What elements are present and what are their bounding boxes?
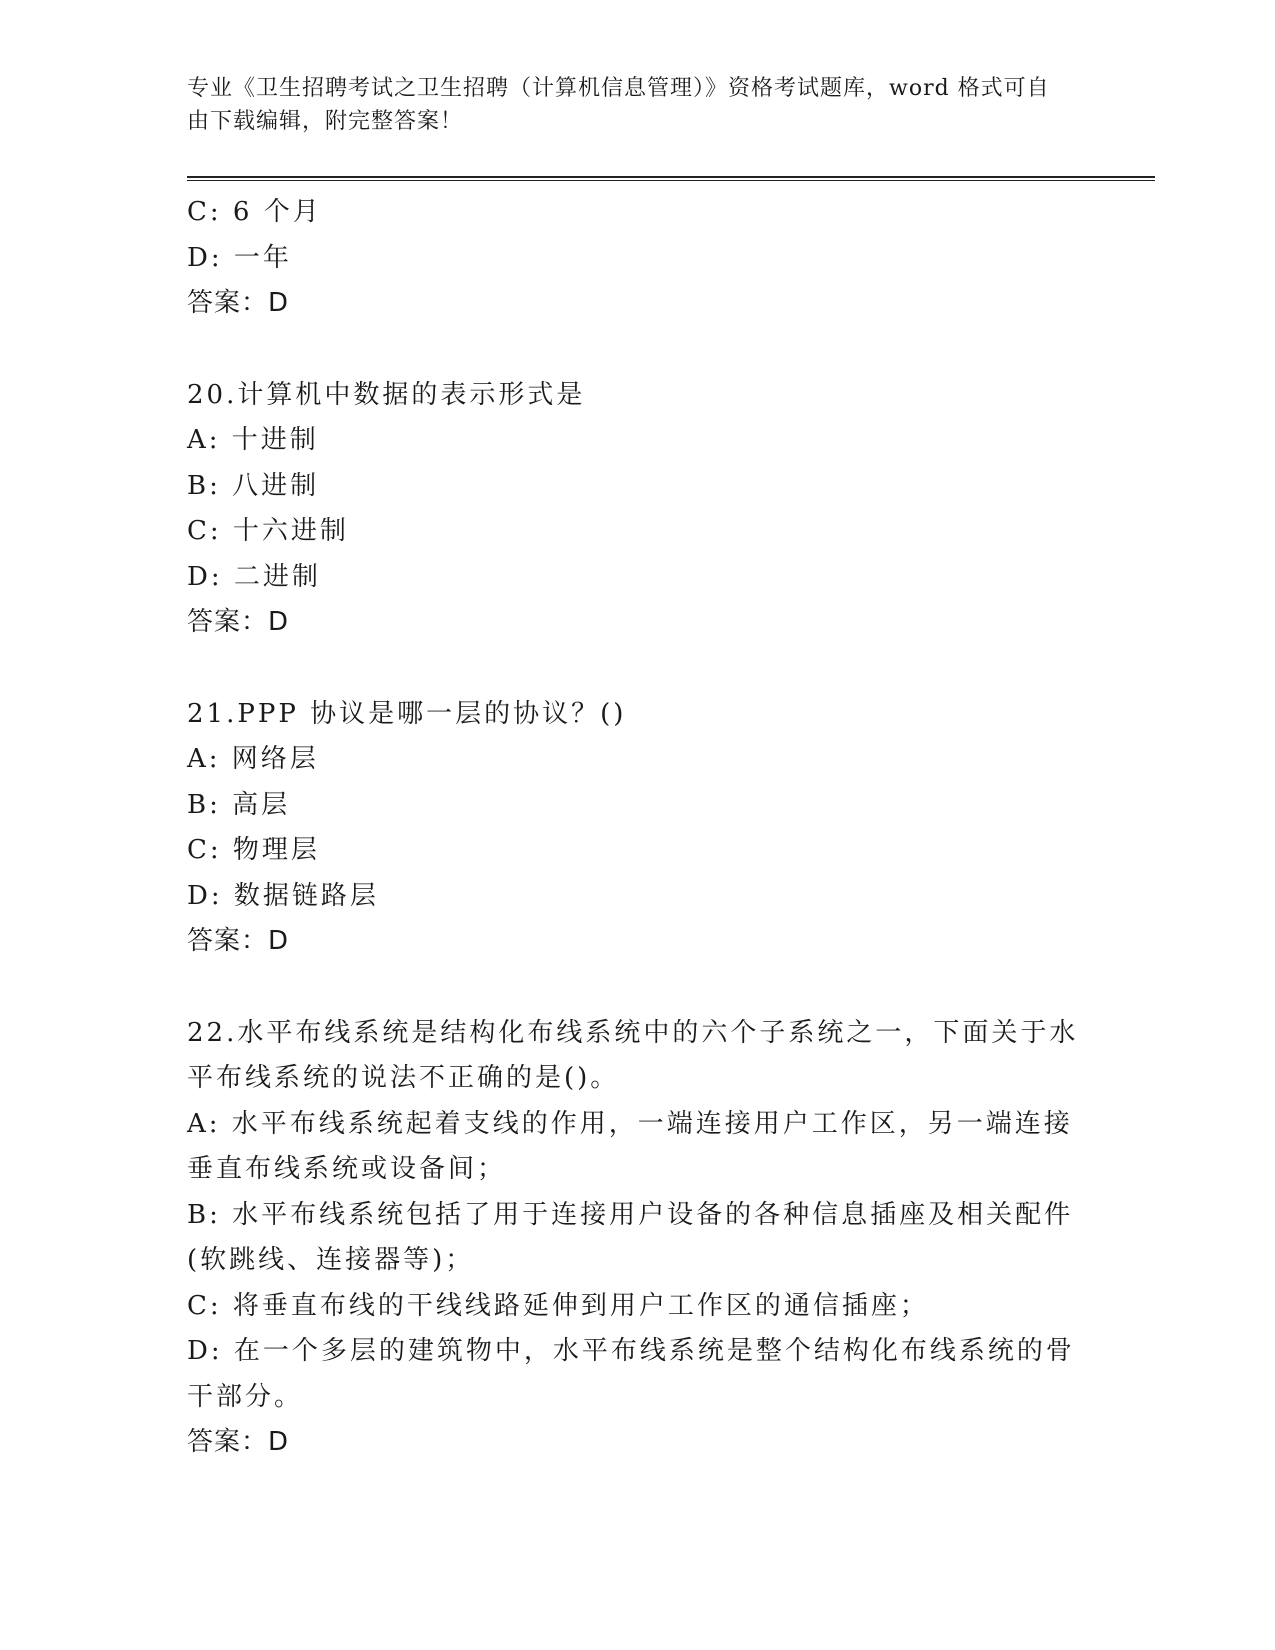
option-a: A: 水平布线系统起着支线的作用，一端连接用户工作区，另一端连接垂直布线系统或设备间； [187, 1108, 1073, 1184]
answer: 答案：D [187, 607, 290, 637]
answer: 答案：D [187, 1427, 290, 1457]
option-d: D: 在一个多层的建筑物中，水平布线系统是整个结构化布线系统的骨干部分。 [187, 1336, 1075, 1412]
question-stem: 20.计算机中数据的表示形式是 [187, 379, 586, 410]
question-20 [187, 373, 1087, 646]
option-a: A: 十进制 [187, 425, 319, 455]
question-fragment [187, 190, 1087, 327]
answer: 答案：D [187, 288, 290, 318]
page-header: 专业《卫生招聘考试之卫生招聘（计算机信息管理）》资格考试题库，word 格式可自由下载编辑，附完整答案！ [187, 76, 1050, 134]
question-22 [187, 1011, 1087, 1466]
spacer [187, 327, 1087, 373]
option-c: C: 物理层 [187, 835, 320, 865]
answer: 答案：D [187, 926, 290, 956]
option-d: D: 一年 [187, 242, 292, 273]
document-body [187, 190, 1087, 1466]
option-d: D: 二进制 [187, 561, 321, 592]
header-rule [187, 176, 1155, 181]
option-a: A: 网络层 [187, 744, 319, 774]
spacer [187, 646, 1087, 692]
spacer [187, 965, 1087, 1011]
question-21 [187, 692, 1087, 965]
question-stem: 22.水平布线系统是结构化布线系统中的六个子系统之一，下面关于水平布线系统的说法不正确的是()。 [187, 1017, 1079, 1093]
question-stem: 21.PPP 协议是哪一层的协议？() [187, 698, 627, 729]
option-c: C: 十六进制 [187, 516, 349, 546]
option-d: D: 数据链路层 [187, 880, 379, 911]
option-c: C: 将垂直布线的干线线路延伸到用户工作区的通信插座； [187, 1290, 929, 1321]
option-b: B: 高层 [187, 789, 291, 820]
option-b: B: 八进制 [187, 470, 320, 501]
option-c: C: 6 个月 [187, 197, 322, 227]
option-b: B: 水平布线系统包括了用于连接用户设备的各种信息插座及相关配件(软跳线、连接器等)； [187, 1199, 1074, 1275]
